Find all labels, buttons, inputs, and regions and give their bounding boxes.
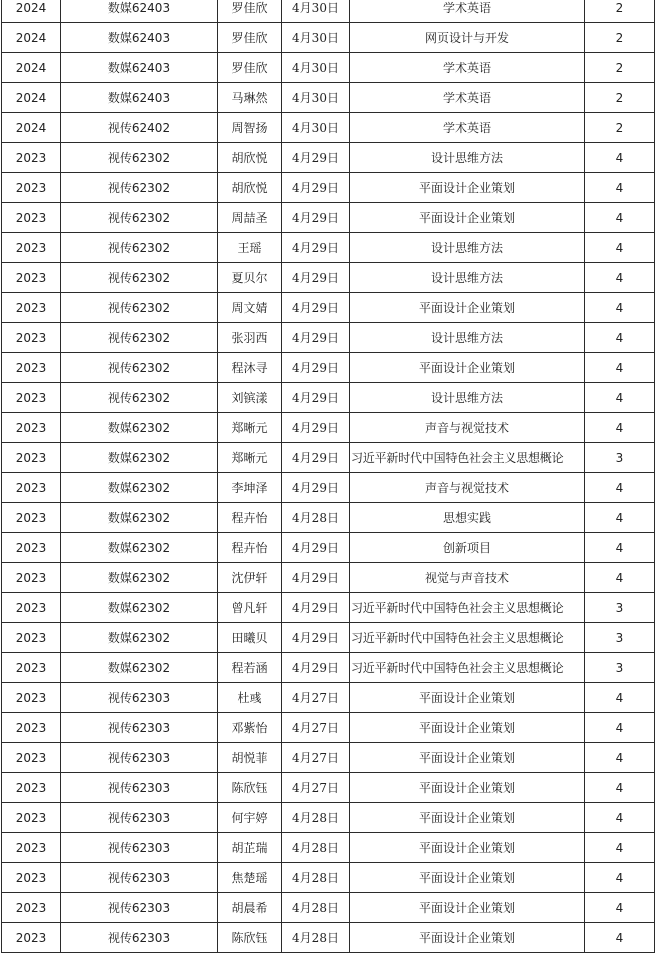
table-row xyxy=(2,713,655,743)
course-cell[interactable]: 平面设计企业策划 xyxy=(350,173,585,203)
date-cell[interactable]: 4月28日 xyxy=(282,803,350,833)
date-cell[interactable]: 4月27日 xyxy=(282,683,350,713)
credit-cell[interactable]: 4 xyxy=(585,893,655,923)
date-cell[interactable]: 4月29日 xyxy=(282,143,350,173)
credit-cell[interactable]: 4 xyxy=(585,683,655,713)
table-row xyxy=(2,743,655,773)
year-cell[interactable]: 2023 xyxy=(2,803,61,833)
course-cell[interactable]: 视觉与声音技术 xyxy=(350,563,585,593)
class-cell[interactable]: 视传62302 xyxy=(61,203,218,233)
course-cell[interactable]: 平面设计企业策划 xyxy=(350,863,585,893)
date-cell[interactable]: 4月29日 xyxy=(282,563,350,593)
student-name-cell[interactable]: 夏贝尔 xyxy=(218,263,282,293)
class-cell[interactable]: 视传62302 xyxy=(61,173,218,203)
class-cell[interactable]: 视传62303 xyxy=(61,743,218,773)
date-cell[interactable]: 4月29日 xyxy=(282,593,350,623)
date-cell[interactable]: 4月30日 xyxy=(282,23,350,53)
year-cell[interactable]: 2023 xyxy=(2,503,61,533)
year-cell[interactable]: 2023 xyxy=(2,683,61,713)
class-cell[interactable]: 视传62303 xyxy=(61,893,218,923)
course-cell[interactable]: 习近平新时代中国特色社会主义思想概论 xyxy=(350,623,585,653)
course-cell[interactable]: 学术英语 xyxy=(350,0,585,23)
student-name-cell[interactable]: 沈伊轩 xyxy=(218,563,282,593)
credit-cell[interactable]: 4 xyxy=(585,833,655,863)
class-cell[interactable]: 数媒62302 xyxy=(61,653,218,683)
credit-cell[interactable]: 3 xyxy=(585,593,655,623)
class-cell[interactable]: 视传62303 xyxy=(61,923,218,953)
table-row xyxy=(2,143,655,173)
class-cell[interactable]: 数媒62302 xyxy=(61,473,218,503)
table-row xyxy=(2,443,655,473)
table-row xyxy=(2,803,655,833)
table-row xyxy=(2,23,655,53)
year-cell[interactable]: 2023 xyxy=(2,563,61,593)
credit-cell[interactable]: 3 xyxy=(585,653,655,683)
course-cell[interactable]: 学术英语 xyxy=(350,83,585,113)
student-name-cell[interactable]: 胡欣悦 xyxy=(218,143,282,173)
credit-cell[interactable]: 4 xyxy=(585,293,655,323)
class-cell[interactable]: 视传62303 xyxy=(61,863,218,893)
credit-cell[interactable]: 2 xyxy=(585,23,655,53)
credit-cell[interactable]: 2 xyxy=(585,83,655,113)
date-cell[interactable]: 4月28日 xyxy=(282,833,350,863)
student-name-cell[interactable]: 陈欣钰 xyxy=(218,923,282,953)
table-row xyxy=(2,83,655,113)
class-cell[interactable]: 视传62302 xyxy=(61,323,218,353)
table-row xyxy=(2,383,655,413)
class-cell[interactable]: 数媒62302 xyxy=(61,533,218,563)
table-row xyxy=(2,293,655,323)
student-name-cell[interactable]: 罗佳欣 xyxy=(218,23,282,53)
credit-cell[interactable]: 3 xyxy=(585,443,655,473)
date-cell[interactable]: 4月30日 xyxy=(282,113,350,143)
course-cell[interactable]: 设计思维方法 xyxy=(350,233,585,263)
class-cell[interactable]: 数媒62302 xyxy=(61,563,218,593)
credit-cell[interactable]: 4 xyxy=(585,503,655,533)
class-cell[interactable]: 数媒62302 xyxy=(61,593,218,623)
course-cell[interactable]: 平面设计企业策划 xyxy=(350,743,585,773)
class-cell[interactable]: 视传62302 xyxy=(61,293,218,323)
class-cell[interactable]: 数媒62302 xyxy=(61,413,218,443)
course-cell[interactable]: 习近平新时代中国特色社会主义思想概论 xyxy=(350,443,585,473)
credit-cell[interactable]: 4 xyxy=(585,143,655,173)
student-name-cell[interactable]: 何宇婷 xyxy=(218,803,282,833)
student-name-cell[interactable]: 刘镔漾 xyxy=(218,383,282,413)
credit-cell[interactable]: 2 xyxy=(585,0,655,23)
date-cell[interactable]: 4月29日 xyxy=(282,623,350,653)
credit-cell[interactable]: 4 xyxy=(585,173,655,203)
table-row xyxy=(2,413,655,443)
course-cell[interactable]: 平面设计企业策划 xyxy=(350,353,585,383)
credit-cell[interactable]: 4 xyxy=(585,803,655,833)
date-cell[interactable]: 4月29日 xyxy=(282,413,350,443)
course-cell[interactable]: 平面设计企业策划 xyxy=(350,833,585,863)
year-cell[interactable]: 2023 xyxy=(2,533,61,563)
course-cell[interactable]: 平面设计企业策划 xyxy=(350,713,585,743)
student-name-cell[interactable]: 杜彧 xyxy=(218,683,282,713)
class-cell[interactable]: 视传62302 xyxy=(61,263,218,293)
class-cell[interactable]: 视传62302 xyxy=(61,383,218,413)
course-cell[interactable]: 设计思维方法 xyxy=(350,383,585,413)
table-row xyxy=(2,893,655,923)
course-cell[interactable]: 学术英语 xyxy=(350,53,585,83)
student-name-cell[interactable]: 罗佳欣 xyxy=(218,0,282,23)
course-cell[interactable]: 平面设计企业策划 xyxy=(350,683,585,713)
class-cell[interactable]: 数媒62403 xyxy=(61,83,218,113)
credit-cell[interactable]: 4 xyxy=(585,743,655,773)
credit-cell[interactable]: 2 xyxy=(585,53,655,83)
student-name-cell[interactable]: 程若涵 xyxy=(218,653,282,683)
date-cell[interactable]: 4月29日 xyxy=(282,263,350,293)
student-name-cell[interactable]: 罗佳欣 xyxy=(218,53,282,83)
student-name-cell[interactable]: 李坤泽 xyxy=(218,473,282,503)
credit-cell[interactable]: 4 xyxy=(585,923,655,953)
class-cell[interactable]: 视传62302 xyxy=(61,143,218,173)
class-cell[interactable]: 数媒62302 xyxy=(61,443,218,473)
credit-cell[interactable]: 4 xyxy=(585,353,655,383)
course-cell[interactable]: 平面设计企业策划 xyxy=(350,293,585,323)
table-row xyxy=(2,863,655,893)
course-cell[interactable]: 学术英语 xyxy=(350,113,585,143)
student-name-cell[interactable]: 程沐寻 xyxy=(218,353,282,383)
student-name-cell[interactable]: 郑晰元 xyxy=(218,443,282,473)
credit-cell[interactable]: 4 xyxy=(585,473,655,503)
table-row xyxy=(2,353,655,383)
year-cell[interactable]: 2023 xyxy=(2,263,61,293)
credit-cell[interactable]: 4 xyxy=(585,263,655,293)
year-cell[interactable]: 2024 xyxy=(2,83,61,113)
date-cell[interactable]: 4月29日 xyxy=(282,293,350,323)
year-cell[interactable]: 2023 xyxy=(2,203,61,233)
year-cell[interactable]: 2023 xyxy=(2,743,61,773)
course-cell[interactable]: 平面设计企业策划 xyxy=(350,803,585,833)
date-cell[interactable]: 4月30日 xyxy=(282,53,350,83)
student-name-cell[interactable]: 焦楚瑶 xyxy=(218,863,282,893)
year-cell[interactable]: 2024 xyxy=(2,53,61,83)
credit-cell[interactable]: 4 xyxy=(585,773,655,803)
course-cell[interactable]: 平面设计企业策划 xyxy=(350,203,585,233)
year-cell[interactable]: 2023 xyxy=(2,653,61,683)
records-table xyxy=(1,0,655,953)
year-cell[interactable]: 2023 xyxy=(2,383,61,413)
credit-cell[interactable]: 4 xyxy=(585,863,655,893)
class-cell[interactable]: 数媒62403 xyxy=(61,0,218,23)
date-cell[interactable]: 4月29日 xyxy=(282,653,350,683)
student-name-cell[interactable]: 田曦贝 xyxy=(218,623,282,653)
course-cell[interactable]: 设计思维方法 xyxy=(350,263,585,293)
year-cell[interactable]: 2023 xyxy=(2,593,61,623)
student-name-cell[interactable]: 邓紫怡 xyxy=(218,713,282,743)
date-cell[interactable]: 4月29日 xyxy=(282,533,350,563)
year-cell[interactable]: 2024 xyxy=(2,23,61,53)
date-cell[interactable]: 4月29日 xyxy=(282,233,350,263)
year-cell[interactable]: 2023 xyxy=(2,833,61,863)
class-cell[interactable]: 视传62302 xyxy=(61,233,218,263)
student-name-cell[interactable]: 郑晰元 xyxy=(218,413,282,443)
table-row xyxy=(2,113,655,143)
credit-cell[interactable]: 3 xyxy=(585,623,655,653)
table-row xyxy=(2,833,655,863)
credit-cell[interactable]: 4 xyxy=(585,233,655,263)
date-cell[interactable]: 4月29日 xyxy=(282,353,350,383)
student-name-cell[interactable]: 程卉怡 xyxy=(218,503,282,533)
student-name-cell[interactable]: 张羽西 xyxy=(218,323,282,353)
course-cell[interactable]: 平面设计企业策划 xyxy=(350,923,585,953)
course-cell[interactable]: 声音与视觉技术 xyxy=(350,413,585,443)
date-cell[interactable]: 4月30日 xyxy=(282,0,350,23)
student-name-cell[interactable]: 曾凡轩 xyxy=(218,593,282,623)
table-row xyxy=(2,323,655,353)
class-cell[interactable]: 视传62303 xyxy=(61,803,218,833)
year-cell[interactable]: 2023 xyxy=(2,353,61,383)
table-row xyxy=(2,533,655,563)
student-name-cell[interactable]: 胡晨希 xyxy=(218,893,282,923)
class-cell[interactable]: 视传62402 xyxy=(61,113,218,143)
table-row xyxy=(2,503,655,533)
class-cell[interactable]: 视传62303 xyxy=(61,683,218,713)
credit-cell[interactable]: 4 xyxy=(585,383,655,413)
date-cell[interactable]: 4月27日 xyxy=(282,713,350,743)
student-name-cell[interactable]: 周喆圣 xyxy=(218,203,282,233)
class-cell[interactable]: 数媒62403 xyxy=(61,23,218,53)
student-name-cell[interactable]: 王瑶 xyxy=(218,233,282,263)
student-name-cell[interactable]: 胡悦菲 xyxy=(218,743,282,773)
course-cell[interactable]: 平面设计企业策划 xyxy=(350,773,585,803)
student-name-cell[interactable]: 周文婧 xyxy=(218,293,282,323)
date-cell[interactable]: 4月29日 xyxy=(282,443,350,473)
date-cell[interactable]: 4月30日 xyxy=(282,83,350,113)
table-row xyxy=(2,773,655,803)
class-cell[interactable]: 视传62303 xyxy=(61,713,218,743)
class-cell[interactable]: 视传62303 xyxy=(61,773,218,803)
course-cell[interactable]: 网页设计与开发 xyxy=(350,23,585,53)
table-row xyxy=(2,563,655,593)
table-row xyxy=(2,53,655,83)
table-row xyxy=(2,263,655,293)
year-cell[interactable]: 2024 xyxy=(2,0,61,23)
year-cell[interactable]: 2023 xyxy=(2,443,61,473)
course-cell[interactable]: 设计思维方法 xyxy=(350,143,585,173)
student-name-cell[interactable]: 马琳然 xyxy=(218,83,282,113)
date-cell[interactable]: 4月28日 xyxy=(282,863,350,893)
date-cell[interactable]: 4月27日 xyxy=(282,773,350,803)
table-row xyxy=(2,623,655,653)
course-cell[interactable]: 设计思维方法 xyxy=(350,323,585,353)
table-row xyxy=(2,923,655,953)
class-cell[interactable]: 数媒62302 xyxy=(61,623,218,653)
year-cell[interactable]: 2023 xyxy=(2,923,61,953)
records-table-body xyxy=(2,0,655,953)
year-cell[interactable]: 2023 xyxy=(2,893,61,923)
year-cell[interactable]: 2023 xyxy=(2,473,61,503)
year-cell[interactable]: 2024 xyxy=(2,113,61,143)
class-cell[interactable]: 视传62302 xyxy=(61,353,218,383)
date-cell[interactable]: 4月28日 xyxy=(282,893,350,923)
year-cell[interactable]: 2023 xyxy=(2,713,61,743)
student-name-cell[interactable]: 胡欣悦 xyxy=(218,173,282,203)
course-cell[interactable]: 声音与视觉技术 xyxy=(350,473,585,503)
year-cell[interactable]: 2023 xyxy=(2,863,61,893)
class-cell[interactable]: 数媒62403 xyxy=(61,53,218,83)
table-row xyxy=(2,233,655,263)
date-cell[interactable]: 4月29日 xyxy=(282,323,350,353)
date-cell[interactable]: 4月29日 xyxy=(282,473,350,503)
student-name-cell[interactable]: 陈欣钰 xyxy=(218,773,282,803)
credit-cell[interactable]: 4 xyxy=(585,203,655,233)
year-cell[interactable]: 2023 xyxy=(2,773,61,803)
credit-cell[interactable]: 4 xyxy=(585,563,655,593)
year-cell[interactable]: 2023 xyxy=(2,323,61,353)
course-cell[interactable]: 思想实践 xyxy=(350,503,585,533)
course-cell[interactable]: 习近平新时代中国特色社会主义思想概论 xyxy=(350,653,585,683)
year-cell[interactable]: 2023 xyxy=(2,293,61,323)
date-cell[interactable]: 4月27日 xyxy=(282,743,350,773)
credit-cell[interactable]: 2 xyxy=(585,113,655,143)
student-name-cell[interactable]: 周智扬 xyxy=(218,113,282,143)
table-row xyxy=(2,203,655,233)
credit-cell[interactable]: 4 xyxy=(585,413,655,443)
credit-cell[interactable]: 4 xyxy=(585,713,655,743)
table-row xyxy=(2,683,655,713)
course-cell[interactable]: 创新项目 xyxy=(350,533,585,563)
class-cell[interactable]: 数媒62302 xyxy=(61,503,218,533)
credit-cell[interactable]: 4 xyxy=(585,533,655,563)
class-cell[interactable]: 视传62303 xyxy=(61,833,218,863)
date-cell[interactable]: 4月29日 xyxy=(282,383,350,413)
table-row xyxy=(2,473,655,503)
date-cell[interactable]: 4月29日 xyxy=(282,203,350,233)
credit-cell[interactable]: 4 xyxy=(585,323,655,353)
table-row xyxy=(2,0,655,23)
date-cell[interactable]: 4月28日 xyxy=(282,923,350,953)
student-name-cell[interactable]: 程卉怡 xyxy=(218,533,282,563)
table-row xyxy=(2,593,655,623)
student-name-cell[interactable]: 胡芷瑞 xyxy=(218,833,282,863)
date-cell[interactable]: 4月28日 xyxy=(282,503,350,533)
course-cell[interactable]: 平面设计企业策划 xyxy=(350,893,585,923)
table-row xyxy=(2,653,655,683)
year-cell[interactable]: 2023 xyxy=(2,413,61,443)
date-cell[interactable]: 4月29日 xyxy=(282,173,350,203)
year-cell[interactable]: 2023 xyxy=(2,233,61,263)
year-cell[interactable]: 2023 xyxy=(2,173,61,203)
year-cell[interactable]: 2023 xyxy=(2,623,61,653)
year-cell[interactable]: 2023 xyxy=(2,143,61,173)
course-cell[interactable]: 习近平新时代中国特色社会主义思想概论 xyxy=(350,593,585,623)
table-row xyxy=(2,173,655,203)
